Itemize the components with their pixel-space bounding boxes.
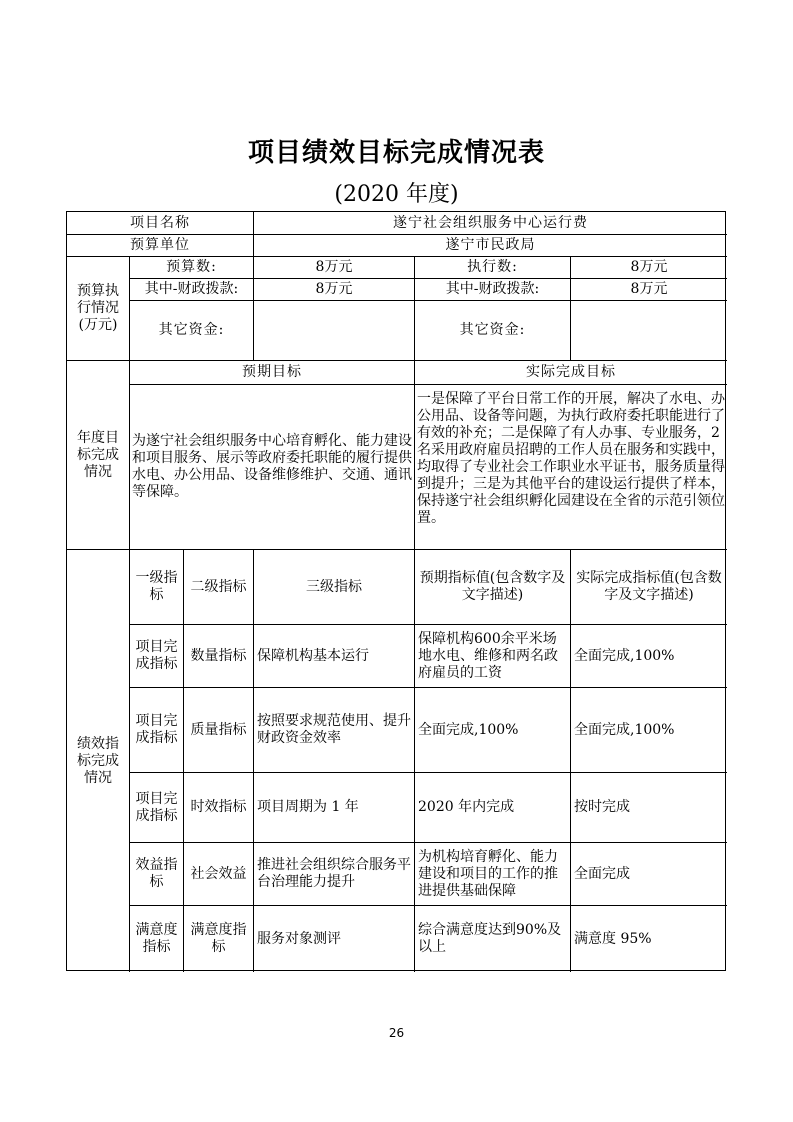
table-row-timeliness-level2: 时效指标 <box>183 772 253 842</box>
table-row-timeliness-actual: 按时完成 <box>570 772 727 842</box>
table-row-quality-level3: 按照要求规范使用、提升财政资金效率 <box>253 687 414 772</box>
execution-amount-label: 执行数: <box>414 256 570 278</box>
table-row-quality-actual: 全面完成,100% <box>570 687 727 772</box>
expected-goal-text: 为遂宁社会组织服务中心培育孵化、能力建设和项目服务、展示等政府委托职能的履行提供水电、办公用品、设备维修维护、交通、通讯等保障。 <box>129 384 414 549</box>
table-row-quality-level1: 项目完成指标 <box>129 687 183 772</box>
performance-indicator-label: 绩效指标完成情况 <box>67 549 129 972</box>
table-row-quantity-level3: 保障机构基本运行 <box>253 624 414 687</box>
budget-unit-value: 遂宁市民政局 <box>253 234 727 256</box>
table-row-benefit-level3: 推进社会组织综合服务平台治理能力提升 <box>253 842 414 905</box>
actual-goal-text: 一是保障了平台日常工作的开展，解决了水电、办公用品、设备等问题，为执行政府委托职能进行了有效的补充；二是保障了有人办事、专业服务，2名采用政府雇员招聘的工作人员在服务和实践中，均取得了专业社会工作职业水平证书，服务质量得到提升；三是为其他平台的建设运行提供了样本，保持遂宁社会组织孵化园建设在全省的示范引领位置。 <box>414 384 727 549</box>
header-level3: 三级指标 <box>253 549 414 624</box>
performance-table <box>66 211 726 971</box>
page-subtitle-year: (2020 年度) <box>334 182 459 207</box>
header-level1: 一级指标 <box>129 549 183 624</box>
page-number: 26 <box>388 1026 405 1040</box>
project-name-value: 遂宁社会组织服务中心运行费 <box>253 212 727 234</box>
other-funds-exec-label: 其它资金: <box>414 300 570 360</box>
table-row-timeliness-level3: 项目周期为 1 年 <box>253 772 414 842</box>
header-level2: 二级指标 <box>183 549 253 624</box>
fiscal-allocation-value: 8万元 <box>253 278 414 300</box>
table-row-satisfaction-level1: 满意度指标 <box>129 905 183 972</box>
annual-goal-label: 年度目标完成情况 <box>67 360 129 549</box>
table-row-satisfaction-actual: 满意度 95% <box>570 905 727 972</box>
page-title: 项目绩效目标完成情况表 <box>247 138 545 168</box>
header-actual-value: 实际完成指标值(包含数字及文字描述) <box>570 549 727 624</box>
table-row-satisfaction-level2: 满意度指标 <box>183 905 253 972</box>
table-row-benefit-actual: 全面完成 <box>570 842 727 905</box>
table-row-quantity-level1: 项目完成指标 <box>129 624 183 687</box>
fiscal-allocation-exec-value: 8万元 <box>570 278 727 300</box>
header-expected-value: 预期指标值(包含数字及文字描述) <box>414 549 570 624</box>
other-funds-label: 其它资金: <box>129 300 253 360</box>
expected-goal-header: 预期目标 <box>129 360 414 384</box>
actual-goal-header: 实际完成目标 <box>414 360 727 384</box>
table-row-quantity-expected: 保障机构600余平米场地水电、维修和两名政府雇员的工资 <box>414 624 570 687</box>
table-row-quantity-actual: 全面完成,100% <box>570 624 727 687</box>
table-row-benefit-level1: 效益指标 <box>129 842 183 905</box>
table-row-timeliness-expected: 2020 年内完成 <box>414 772 570 842</box>
table-row-benefit-expected: 为机构培育孵化、能力建设和项目的工作的推进提供基础保障 <box>414 842 570 905</box>
budget-execution-label: 预算执行情况(万元) <box>67 256 129 360</box>
table-row-satisfaction-level3: 服务对象测评 <box>253 905 414 972</box>
table-row-satisfaction-expected: 综合满意度达到90%及以上 <box>414 905 570 972</box>
budget-amount-label: 预算数: <box>129 256 253 278</box>
project-name-label: 项目名称 <box>130 214 190 231</box>
fiscal-allocation-label: 其中-财政拨款: <box>129 278 253 300</box>
execution-amount-value: 8万元 <box>570 256 727 278</box>
table-row-timeliness-level1: 项目完成指标 <box>129 772 183 842</box>
table-row-benefit-level2: 社会效益 <box>183 842 253 905</box>
other-funds-value <box>253 300 414 360</box>
budget-unit-label: 预算单位 <box>67 234 253 256</box>
budget-amount-value: 8万元 <box>253 256 414 278</box>
table-row-quantity-level2: 数量指标 <box>183 624 253 687</box>
table-row-quality-expected: 全面完成,100% <box>414 687 570 772</box>
other-funds-exec-value <box>570 300 727 360</box>
table-row-quality-level2: 质量指标 <box>183 687 253 772</box>
fiscal-allocation-exec-label: 其中-财政拨款: <box>414 278 570 300</box>
